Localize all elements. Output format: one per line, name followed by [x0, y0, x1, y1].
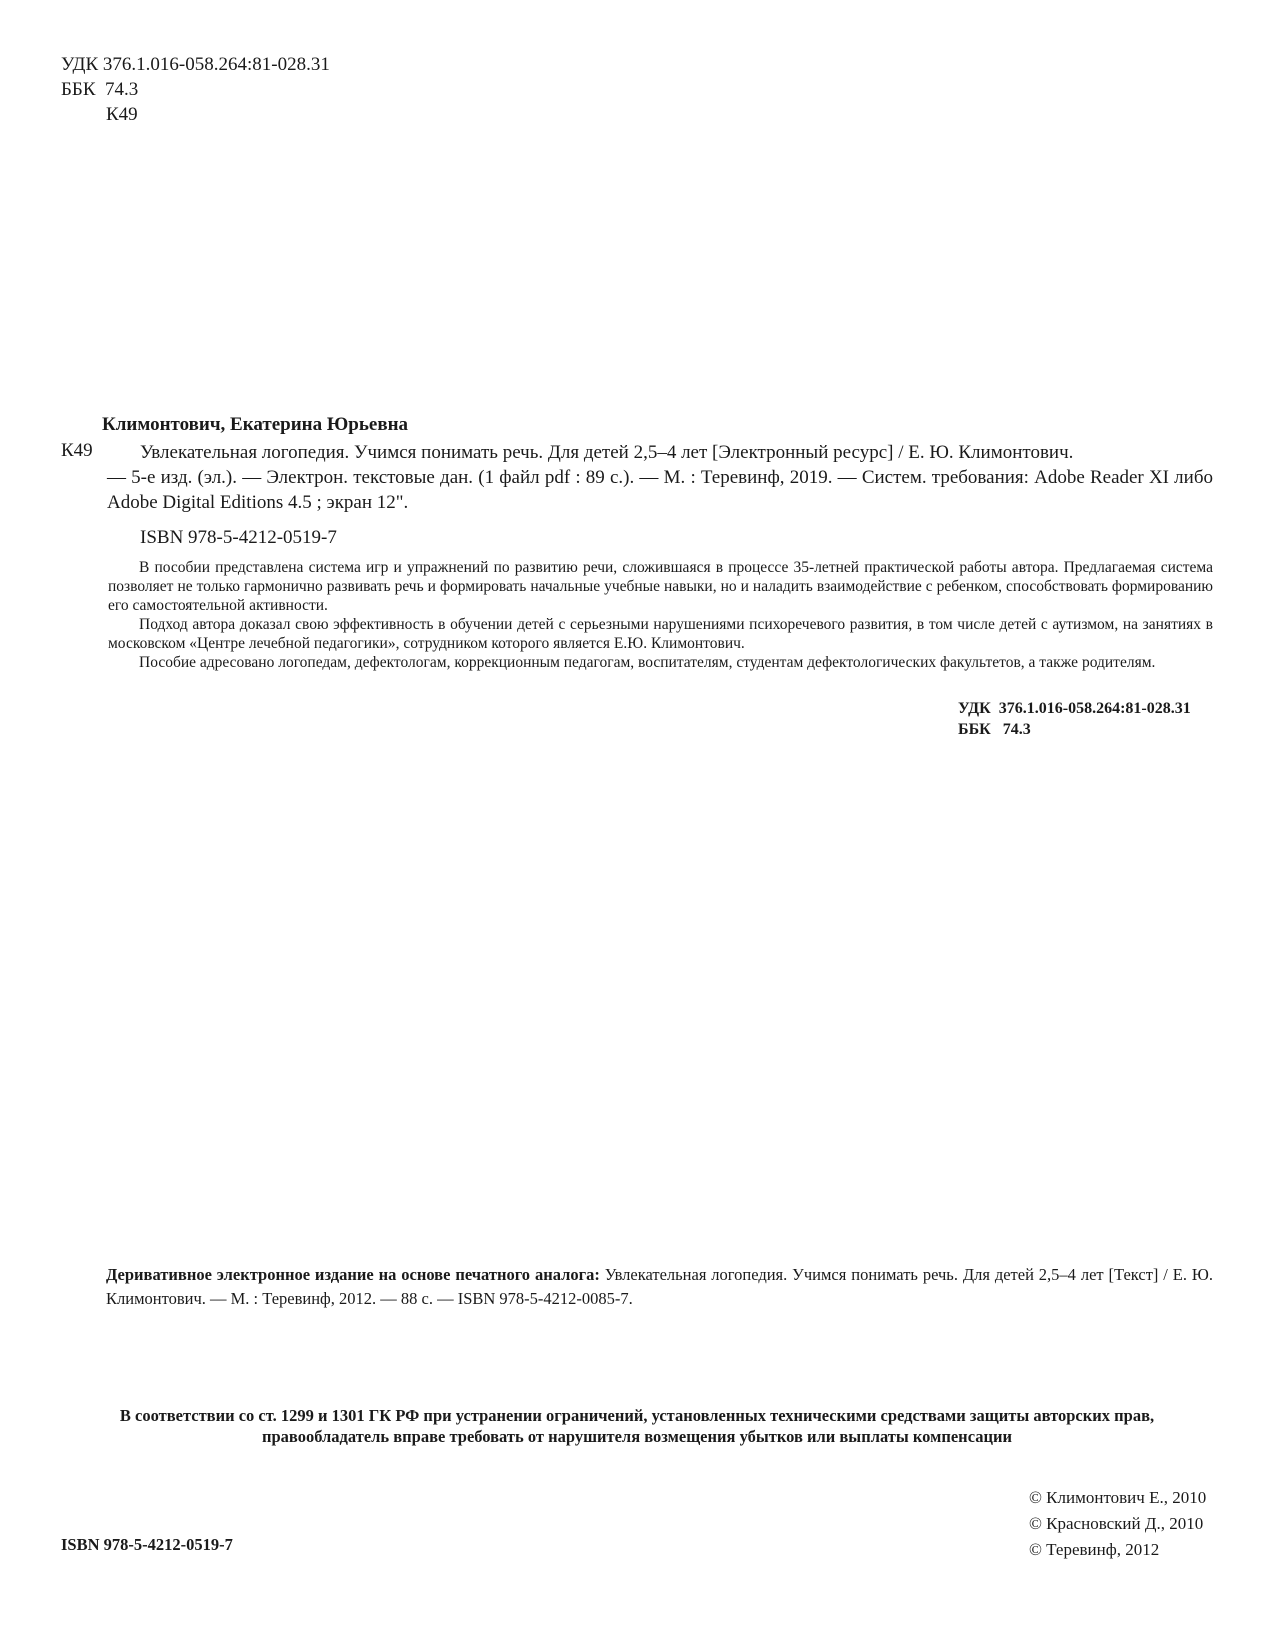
annotation-paragraph: Подход автора доказал свою эффективность в обучении детей с серьезными нарушениями психоречевого развития, в том числе детей с аутизмом, на занятиях в московском «Центре лечебной педагогики», сотрудником которого является Е.Ю. Климонтович.	[108, 616, 1213, 652]
header-classification	[61, 52, 330, 127]
bbk-code: ББК 74.3	[61, 79, 139, 100]
author-heading: Климонтович, Екатерина Юрьевна	[102, 414, 409, 435]
copyright-block	[1029, 1485, 1206, 1563]
record-author-mark: К49	[61, 440, 93, 461]
udk-code-bold: УДК 376.1.016-058.264:81-028.31	[958, 700, 1191, 717]
bibliographic-description	[107, 440, 1213, 515]
annotation-paragraph: В пособии представлена система игр и упражнений по развитию речи, сложившаяся в процессе 35-летней практической работы автора. Предлагаемая система позволяет не только гармонично развивать речь и формировать начальные учебные навыки, но и наладить взаимодействие с ребенком, способствовать формированию его самостоятельной активности.	[108, 559, 1213, 614]
derivative-text: Увлекательная логопедия. Учимся понимать речь. Для детей 2,5–4 лет [Текст] / Е. Ю. Климонтович. — М. : Теревинф, 2012. — 88 с. — ISBN 978-5-4212-0085-7.	[106, 1265, 1213, 1308]
annotation-paragraph: Пособие адресовано логопедам, дефектологам, коррекционным педагогам, воспитателям, студентам дефектологических факультетов, а также родителям.	[139, 654, 1156, 671]
description-rest: — 5-е изд. (эл.). — Электрон. текстовые дан. (1 файл pdf : 89 с.). — М. : Теревинф, 2019. — Систем. требования: Adobe Reader XI либо Adobe Digital Editions 4.5 ; экран 12".	[107, 467, 1213, 513]
footer-isbn: ISBN 978-5-4212-0519-7	[61, 1535, 233, 1554]
legal-line-1: В соответствии со ст. 1299 и 1301 ГК РФ при устранении ограничений, установленных техническими средствами защиты авторских прав,	[119, 1406, 1155, 1425]
author-mark: К49	[106, 104, 138, 125]
copyright-line: © Климонтович Е., 2010	[1029, 1488, 1207, 1507]
derivative-edition-note	[106, 1263, 1213, 1311]
udk-code: УДК 376.1.016-058.264:81-028.31	[61, 54, 330, 75]
bbk-code-bold: ББК 74.3	[958, 721, 1031, 738]
classification-block	[958, 698, 1191, 740]
copyright-line: © Красновский Д., 2010	[1029, 1514, 1204, 1533]
annotation	[108, 558, 1213, 672]
derivative-label: Деривативное электронное издание на основе печатного аналога:	[106, 1265, 600, 1284]
copyright-line: © Теревинф, 2012	[1029, 1540, 1160, 1559]
legal-notice	[61, 1405, 1213, 1447]
description-line-1: Увлекательная логопедия. Учимся понимать речь. Для детей 2,5–4 лет [Электронный ресурс] / Е. Ю. Климонтович.	[140, 442, 1074, 463]
record-isbn: ISBN 978-5-4212-0519-7	[140, 527, 337, 548]
legal-line-2: правообладатель вправе требовать от нарушителя возмещения убытков или выплаты компенсации	[261, 1427, 1012, 1446]
